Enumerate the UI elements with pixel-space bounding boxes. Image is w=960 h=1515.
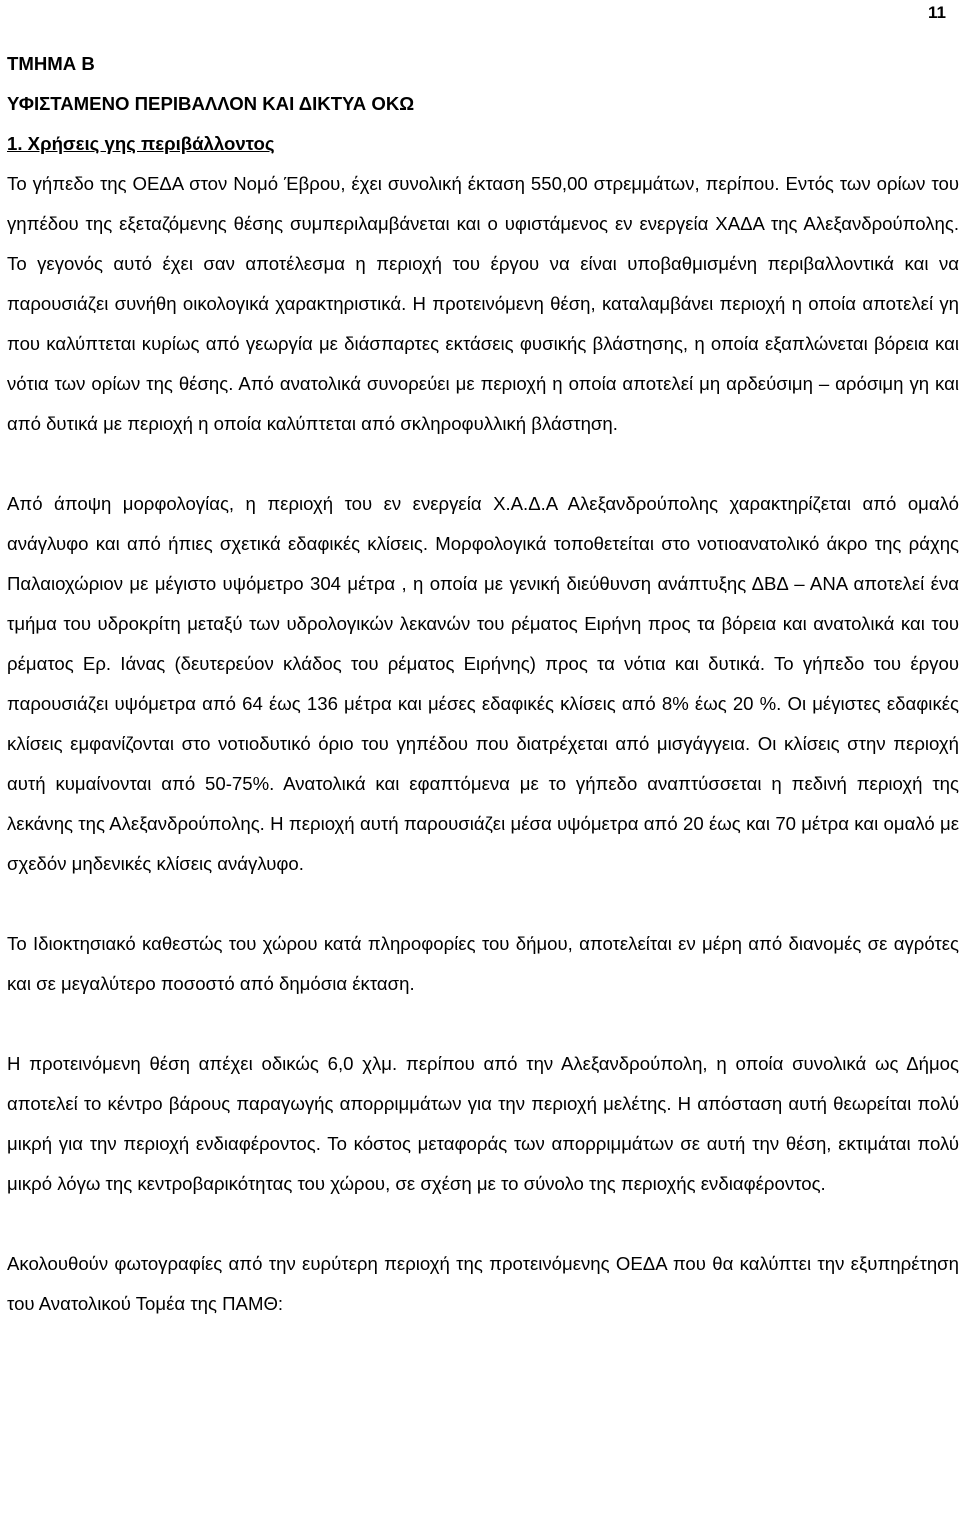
subsection-heading: 1. Χρήσεις γης περιβάλλοντος <box>7 133 275 154</box>
paragraph-ownership: Το Ιδιοκτησιακό καθεστώς του χώρου κατά πληροφορίες του δήμου, αποτελείται εν μέρη από διανομές σε αγρότες και σε μεγαλύτερο ποσοστό από δημόσια έκταση. <box>7 933 959 994</box>
section-heading: ΤΜΗΜΑ Β <box>7 53 95 74</box>
paragraph-spacer <box>7 1204 959 1244</box>
paragraph-spacer <box>7 1004 959 1044</box>
document-body <box>7 44 959 1324</box>
paragraph-spacer <box>7 884 959 924</box>
paragraph-distance: Η προτεινόμενη θέση απέχει οδικώς 6,0 χλμ. περίπου από την Αλεξανδρούπολη, η οποία συνολικά ως Δήμος αποτελεί το κέντρο βάρους παραγωγής απορριμμάτων για την περιοχή μελέτης. Η απόσταση αυτή θεωρείται πολύ μικρή για την περιοχή ενδιαφέροντος. Το κόστος μεταφοράς των απορριμμάτων σε αυτή την θέση, εκτιμάται πολύ μικρό λόγω της κεντροβαρικότητας του χώρου, σε σχέση με το σύνολο της περιοχής ενδιαφέροντος. <box>7 1053 959 1194</box>
paragraph-land-use: Το γήπεδο της ΟΕΔΑ στον Νομό Έβρου, έχει συνολική έκταση 550,00 στρεμμάτων, περίπου. Εντός των ορίων του γηπέδου της εξεταζόμενης θέσης συμπεριλαμβάνεται και ο υφιστάμενος εν ενεργεία ΧΑΔΑ της Αλεξανδρούπολης. Το γεγονός αυτό έχει σαν αποτέλεσμα η περιοχή του έργου να είναι υποβαθμισμένη περιβαλλοντικά και να παρουσιάζει συνήθη οικολογικά χαρακτηριστικά. Η προτεινόμενη θέση, καταλαμβάνει περιοχή η οποία αποτελεί γη που καλύπτεται κυρίως από γεωργία με διάσπαρτες εκτάσεις φυσικής βλάστησης, η οποία εξαπλώνεται βόρεια και νότια των ορίων της θέσης. Από ανατολικά συνορεύει με περιοχή η οποία αποτελεί μη αρδεύσιμη – αρόσιμη γη και από δυτικά με περιοχή η οποία καλύπτεται από σκληροφυλλική βλάστηση. <box>7 173 959 434</box>
paragraph-photos-intro: Ακολουθούν φωτογραφίες από την ευρύτερη περιοχή της προτεινόμενης ΟΕΔΑ που θα καλύπτει την εξυπηρέτηση του Ανατολικού Τομέα της ΠΑΜΘ: <box>7 1253 959 1314</box>
paragraph-morphology: Από άποψη μορφολογίας, η περιοχή του εν ενεργεία Χ.Α.Δ.Α Αλεξανδρούπολης χαρακτηρίζεται από ομαλό ανάγλυφο και από ήπιες σχετικά εδαφικές κλίσεις. Μορφολογικά τοποθετείται στο νοτιοανατολικό άκρο της ράχης Παλαιοχώριον με μέγιστο υψόμετρο 304 μέτρα , η οποία με γενική διεύθυνση ανάπτυξης ΔΒΔ – ΑΝΑ αποτελεί ένα τμήμα του υδροκρίτη μεταξύ των υδρολογικών λεκανών του ρέματος Ειρήνη προς τα βόρεια και ανατολικά και του ρέματος Ερ. Ιάνας (δευτερεύον κλάδος του ρέματος Ειρήνης) προς τα νότια και δυτικά. Το γήπεδο του έργου παρουσιάζει υψόμετρα από 64 έως 136 μέτρα και μέσες εδαφικές κλίσεις από 8% έως 20 %. Οι μέγιστες εδαφικές κλίσεις εμφανίζονται στο νοτιοδυτικό όριο του γηπέδου που διατρέχεται από μισγάγγεια. Οι κλίσεις στην περιοχή αυτή κυμαίνονται από 50-75%. Ανατολικά και εφαπτόμενα με το γήπεδο αναπτύσσεται η πεδινή περιοχή της λεκάνης της Αλεξανδρούπολης. Η περιοχή αυτή παρουσιάζει μέσα υψόμετρα από 20 έως και 70 μέτρα και ομαλό με σχεδόν μηδενικές κλίσεις ανάγλυφο. <box>7 493 959 874</box>
section-subtitle: ΥΦΙΣΤΑΜΕΝΟ ΠΕΡΙΒΑΛΛΟΝ ΚΑΙ ΔΙΚΤΥΑ ΟΚΩ <box>7 93 415 114</box>
paragraph-spacer <box>7 444 959 484</box>
page-number: 11 <box>928 3 946 22</box>
